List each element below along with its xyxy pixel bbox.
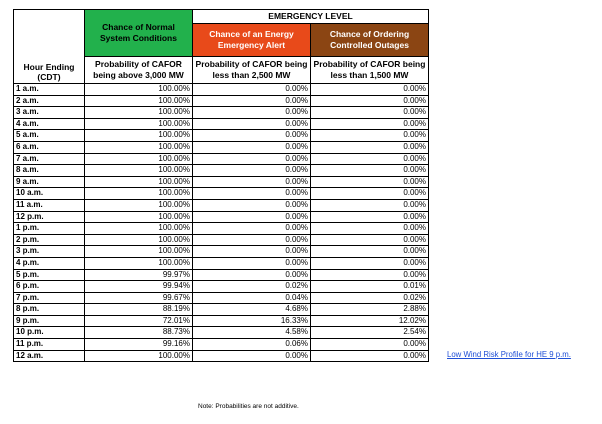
outage-cell: 0.02% — [311, 292, 429, 304]
table-row — [14, 118, 429, 130]
normal-conditions-header: Chance of Normal System Conditions — [85, 10, 193, 57]
alert-cell: 0.04% — [193, 292, 311, 304]
hour-cell: 6 a.m. — [14, 141, 85, 153]
outage-cell: 0.00% — [311, 223, 429, 235]
normal-cell: 100.00% — [85, 246, 193, 258]
outage-cell: 0.00% — [311, 211, 429, 223]
hour-ending-header: Hour Ending (CDT) — [14, 57, 85, 84]
outage-cell: 0.00% — [311, 84, 429, 96]
alert-cell: 0.00% — [193, 234, 311, 246]
outage-cell: 2.54% — [311, 327, 429, 339]
table-row — [14, 199, 429, 211]
hour-cell: 1 p.m. — [14, 223, 85, 235]
table-row — [14, 269, 429, 281]
normal-cell: 99.94% — [85, 281, 193, 293]
table-row — [14, 339, 429, 351]
outage-cell: 0.00% — [311, 339, 429, 351]
note-text: Note: Probabilities are not additive. — [198, 403, 299, 410]
hour-cell: 12 a.m. — [14, 350, 85, 362]
alert-cell: 0.00% — [193, 176, 311, 188]
table-row — [14, 257, 429, 269]
alert-cell: 0.00% — [193, 188, 311, 200]
outage-cell: 0.01% — [311, 281, 429, 293]
normal-cell: 100.00% — [85, 199, 193, 211]
hour-cell: 1 a.m. — [14, 84, 85, 96]
normal-cell: 100.00% — [85, 118, 193, 130]
table-row — [14, 107, 429, 119]
hour-cell: 7 p.m. — [14, 292, 85, 304]
outage-cell: 0.00% — [311, 269, 429, 281]
hour-cell: 10 p.m. — [14, 327, 85, 339]
normal-cell: 100.00% — [85, 84, 193, 96]
normal-cell: 99.16% — [85, 339, 193, 351]
table-body — [14, 84, 429, 362]
hour-cell: 9 p.m. — [14, 315, 85, 327]
alert-cell: 16.33% — [193, 315, 311, 327]
outage-cell: 0.00% — [311, 165, 429, 177]
outage-cell: 0.00% — [311, 234, 429, 246]
alert-cell: 0.00% — [193, 223, 311, 235]
energy-emergency-alert-header: Chance of an Energy Emergency Alert — [193, 24, 311, 57]
alert-cell: 0.02% — [193, 281, 311, 293]
normal-cell: 100.00% — [85, 223, 193, 235]
emergency-level-header: EMERGENCY LEVEL — [193, 10, 429, 24]
table-row — [14, 292, 429, 304]
normal-cell: 100.00% — [85, 257, 193, 269]
alert-cell: 0.00% — [193, 118, 311, 130]
table-row — [14, 234, 429, 246]
table-row — [14, 315, 429, 327]
table-row — [14, 176, 429, 188]
hour-cell: 12 p.m. — [14, 211, 85, 223]
normal-cell: 100.00% — [85, 176, 193, 188]
outage-cell: 0.00% — [311, 107, 429, 119]
table-row — [14, 141, 429, 153]
outage-cell: 0.00% — [311, 246, 429, 258]
hour-cell: 8 p.m. — [14, 304, 85, 316]
table-row — [14, 246, 429, 258]
outage-cell: 0.00% — [311, 130, 429, 142]
table-row — [14, 223, 429, 235]
sub-header-normal: Probability of CAFOR being above 3,000 MW — [85, 57, 193, 84]
sub-header-alert: Probability of CAFOR being less than 2,500 MW — [193, 57, 311, 84]
outage-cell: 0.00% — [311, 199, 429, 211]
hour-cell: 3 p.m. — [14, 246, 85, 258]
alert-cell: 0.00% — [193, 84, 311, 96]
normal-cell: 100.00% — [85, 95, 193, 107]
hour-cell: 4 a.m. — [14, 118, 85, 130]
normal-cell: 100.00% — [85, 165, 193, 177]
hour-cell: 10 a.m. — [14, 188, 85, 200]
hour-cell: 8 a.m. — [14, 165, 85, 177]
alert-cell: 0.00% — [193, 130, 311, 142]
outage-cell: 0.00% — [311, 141, 429, 153]
alert-cell: 0.06% — [193, 339, 311, 351]
normal-cell: 100.00% — [85, 188, 193, 200]
alert-cell: 0.00% — [193, 141, 311, 153]
normal-cell: 100.00% — [85, 107, 193, 119]
table-row — [14, 130, 429, 142]
hour-cell: 4 p.m. — [14, 257, 85, 269]
table-row — [14, 165, 429, 177]
table-row — [14, 281, 429, 293]
normal-cell: 100.00% — [85, 153, 193, 165]
alert-cell: 0.00% — [193, 269, 311, 281]
outage-cell: 0.00% — [311, 350, 429, 362]
normal-cell: 99.67% — [85, 292, 193, 304]
hour-cell: 11 p.m. — [14, 339, 85, 351]
table-row — [14, 188, 429, 200]
hour-cell: 2 p.m. — [14, 234, 85, 246]
outage-cell: 0.00% — [311, 176, 429, 188]
alert-cell: 0.00% — [193, 257, 311, 269]
alert-cell: 4.58% — [193, 327, 311, 339]
controlled-outages-header: Chance of Ordering Controlled Outages — [311, 24, 429, 57]
normal-cell: 100.00% — [85, 130, 193, 142]
hour-cell: 6 p.m. — [14, 281, 85, 293]
table-row — [14, 350, 429, 362]
outage-cell: 12.02% — [311, 315, 429, 327]
hour-cell: 11 a.m. — [14, 199, 85, 211]
alert-cell: 0.00% — [193, 350, 311, 362]
normal-cell: 88.19% — [85, 304, 193, 316]
alert-cell: 0.00% — [193, 246, 311, 258]
normal-cell: 100.00% — [85, 211, 193, 223]
normal-cell: 99.97% — [85, 269, 193, 281]
table-row — [14, 153, 429, 165]
alert-cell: 0.00% — [193, 153, 311, 165]
alert-cell: 0.00% — [193, 107, 311, 119]
hour-cell: 5 a.m. — [14, 130, 85, 142]
risk-table — [13, 9, 429, 362]
normal-cell: 72.01% — [85, 315, 193, 327]
hour-cell: 2 a.m. — [14, 95, 85, 107]
normal-cell: 88.73% — [85, 327, 193, 339]
table-row — [14, 95, 429, 107]
hour-cell: 9 a.m. — [14, 176, 85, 188]
hour-cell: 7 a.m. — [14, 153, 85, 165]
outage-cell: 0.00% — [311, 257, 429, 269]
sub-header-outage: Probability of CAFOR being less than 1,500 MW — [311, 57, 429, 84]
low-wind-risk-link[interactable]: Low Wind Risk Profile for HE 9 p.m. — [447, 350, 571, 359]
alert-cell: 0.00% — [193, 199, 311, 211]
hour-cell: 5 p.m. — [14, 269, 85, 281]
normal-cell: 100.00% — [85, 141, 193, 153]
alert-cell: 0.00% — [193, 95, 311, 107]
alert-cell: 4.68% — [193, 304, 311, 316]
normal-cell: 100.00% — [85, 234, 193, 246]
table-row — [14, 211, 429, 223]
alert-cell: 0.00% — [193, 165, 311, 177]
outage-cell: 0.00% — [311, 95, 429, 107]
hour-cell: 3 a.m. — [14, 107, 85, 119]
alert-cell: 0.00% — [193, 211, 311, 223]
table-row — [14, 84, 429, 96]
hour-header-top — [14, 10, 85, 57]
outage-cell: 0.00% — [311, 188, 429, 200]
outage-cell: 2.88% — [311, 304, 429, 316]
normal-cell: 100.00% — [85, 350, 193, 362]
outage-cell: 0.00% — [311, 118, 429, 130]
outage-cell: 0.00% — [311, 153, 429, 165]
risk-table-container — [13, 9, 429, 362]
table-row — [14, 327, 429, 339]
table-row — [14, 304, 429, 316]
